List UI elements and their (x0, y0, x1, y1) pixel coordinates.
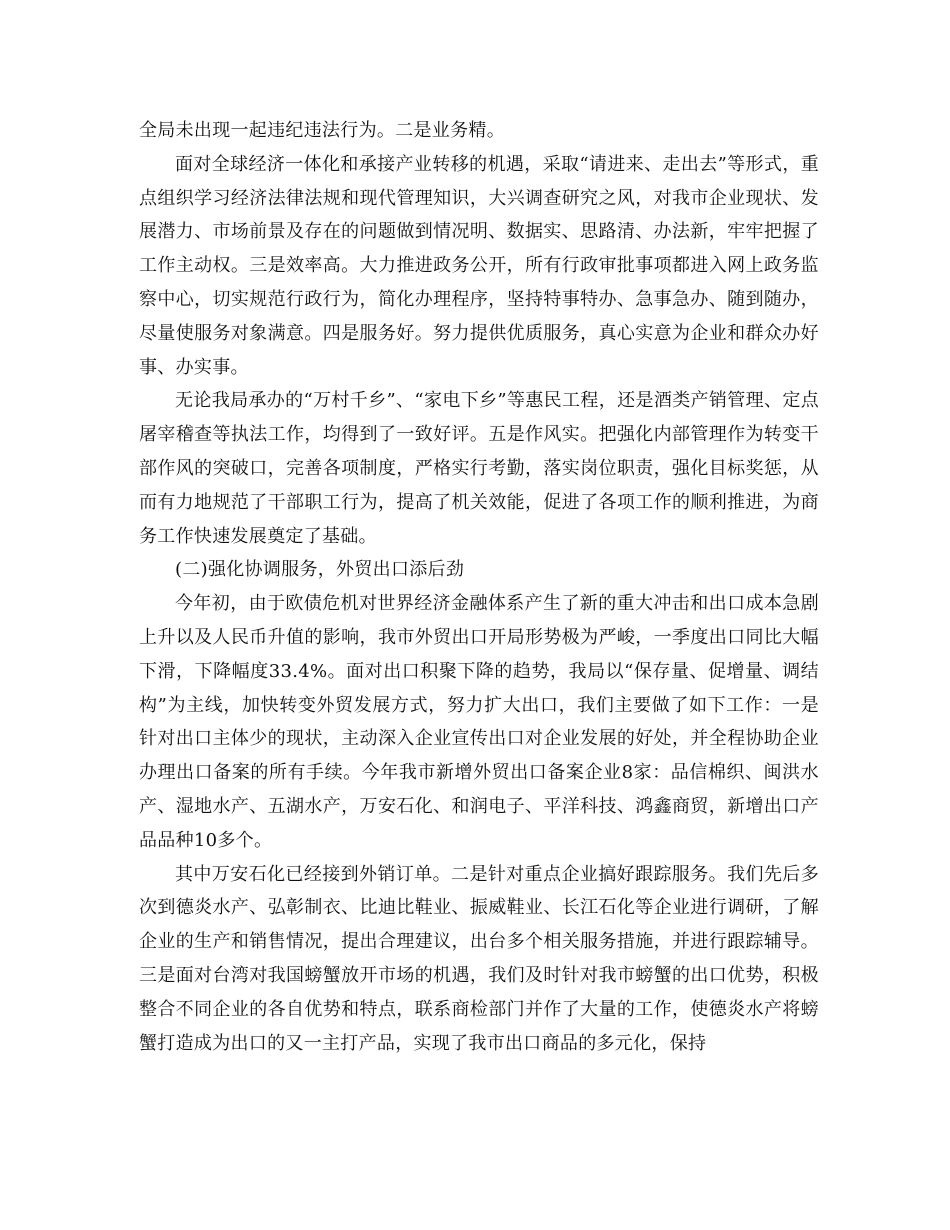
section-heading: (二)强化协调服务，外贸出口添后劲 (175, 559, 465, 581)
paragraph-3: 无论我局承办的“万村千乡”、“家电下乡”等惠民工程，还是酒类产销管理、定点屠宰稽查等执法工作，均得到了一致好评。五是作风实。把强化内部管理作为转变干部作风的突破口，完善各项制度，严格实行考勤，落实岗位职责，强化目标奖惩，从而有力地规范了干部职工行为，提高了机关效能，促进了各项工作的顺利推进，为商务工作快速发展奠定了基础。 (139, 390, 819, 547)
document-body (139, 114, 819, 1060)
paragraph-2: 面对全球经济一体化和承接产业转移的机遇，采取“请进来、走出去”等形式，重点组织学习经济法律法规和现代管理知识，大兴调查研究之风，对我市企业现状、发展潜力、市场前景及存在的问题做到情况明、数据实、思路清、办法新，牢牢把握了工作主动权。三是效率高。大力推进政务公开，所有行政审批事项都进入网上政务监察中心，切实规范行政行为，简化办理程序，坚持特事特办、急事急办、随到随办，尽量使服务对象满意。四是服务好。努力提供优质服务，真心实意为企业和群众办好事、办实事。 (139, 153, 819, 378)
paragraph-1: 全局未出现一起违纪违法行为。二是业务精。 (139, 120, 505, 141)
paragraph-4: 今年初，由于欧债危机对世界经济金融体系产生了新的重大冲击和出口成本急剧上升以及人民币升值的影响，我市外贸出口开局形势极为严峻，一季度出口同比大幅下滑，下降幅度33.4%。面对出口积聚下降的趋势，我局以“保存量、促增量、调结构”为主线，加快转变外贸发展方式，努力扩大出口，我们主要做了如下工作：一是针对出口主体少的现状，主动深入企业宣传出口对企业发展的好处，并全程协助企业办理出口备案的所有手续。今年我市新增外贸出口备案企业8家：品信棉织、闽洪水产、湿地水产、五湖水产，万安石化、和润电子、平洋科技、鸿鑫商贸，新增出口产品品种10多个。 (139, 593, 819, 851)
paragraph-5: 其中万安石化已经接到外销订单。二是针对重点企业搞好跟踪服务。我们先后多次到德炎水产、弘彰制衣、比迪比鞋业、振威鞋业、长江石化等企业进行调研，了解企业的生产和销售情况，提出合理建议，出台多个相关服务措施，并进行跟踪辅导。三是面对台湾对我国螃蟹放开市场的机遇，我们及时针对我市螃蟹的出口优势，积极整合不同企业的各自优势和特点，联系商检部门并作了大量的工作，使德炎水产将螃蟹打造成为出口的又一主打产品，实现了我市出口商品的多元化，保持 (139, 863, 819, 1054)
